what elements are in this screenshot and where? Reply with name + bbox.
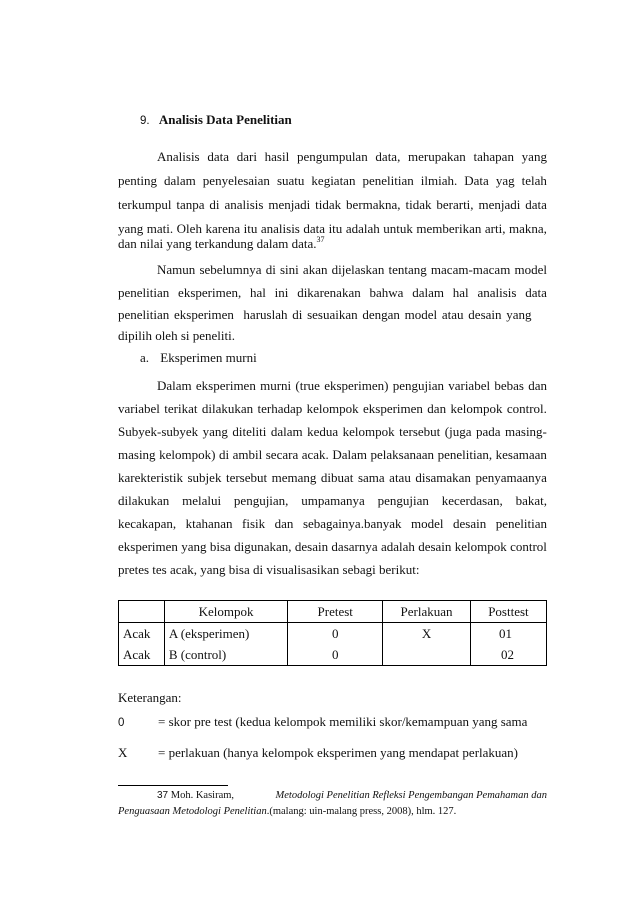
keterangan-item: [118, 745, 518, 761]
word: eksperimen: [363, 401, 423, 416]
word: dan: [274, 516, 294, 531]
word: data: [303, 221, 326, 236]
word: dalam: [164, 173, 196, 188]
word: pengujian,: [233, 493, 289, 508]
word: ambil: [232, 447, 263, 462]
word: dalam: [270, 424, 303, 439]
paragraph-line-last: [118, 236, 325, 252]
word: data: [525, 285, 547, 300]
word: eksperimen: [195, 378, 256, 393]
subsection-title: Eksperimen murni: [160, 350, 257, 365]
word: yang: [521, 149, 547, 164]
footnote-line-2: [118, 804, 456, 820]
section-title: Analisis Data Penelitian: [158, 112, 292, 127]
word: penelitian,: [437, 447, 493, 462]
word: hal: [452, 285, 469, 300]
word: pengujian: [377, 493, 429, 508]
word: yang: [118, 221, 144, 236]
word: eksperimen,: [178, 285, 242, 300]
paragraph-line: [118, 221, 547, 237]
word: data: [207, 149, 229, 164]
word: disamakan: [415, 470, 471, 485]
word: acak.: [301, 447, 329, 462]
paragraph-line: [118, 401, 547, 417]
section-number: 9.: [140, 115, 150, 127]
table-cell: B (control): [164, 644, 287, 666]
word: yang: [202, 424, 228, 439]
word: sama: [357, 470, 385, 485]
subsection-marker: a.: [140, 350, 150, 365]
word: yang: [181, 539, 207, 554]
word: dan: [427, 401, 447, 416]
word: mati.: [146, 221, 174, 236]
word: menjadi: [268, 197, 311, 212]
table-cell: 01: [470, 623, 546, 645]
footnote-author: Moh. Kasiram,: [170, 790, 235, 801]
word: dilakukan: [118, 493, 170, 508]
word: Subyek-subyek: [118, 424, 199, 439]
word: Oleh: [176, 221, 202, 236]
word: secara: [265, 447, 299, 462]
word: penyamaanya: [475, 470, 547, 485]
word: hal: [250, 285, 266, 300]
word: penelitian: [118, 285, 170, 300]
paragraph-line: [118, 470, 547, 486]
word: menjadi: [478, 197, 521, 212]
word: Analisis: [157, 149, 200, 164]
paragraph-line: [118, 197, 547, 213]
word: dijelaskan: [331, 262, 385, 277]
word: pelaksanaan: [370, 447, 435, 462]
word: sebagainya.banyak: [302, 516, 402, 531]
table-cell: 0: [288, 644, 383, 666]
table-header-cell: Posttest: [470, 601, 546, 623]
table-header-cell: Perlakuan: [383, 601, 471, 623]
word: merupakan: [408, 149, 466, 164]
word: kelompok: [306, 401, 359, 416]
word: Namun: [157, 262, 196, 277]
word: dan: [528, 378, 547, 393]
word: ktahanan: [185, 516, 233, 531]
word: tersebut: [399, 424, 441, 439]
footnote-title-part1: Metodologi Penelitian Refleksi Pengembangan Pemahaman dan: [275, 790, 547, 801]
word: macam-macam: [430, 262, 511, 277]
keterangan-text: = skor pre test (kedua kelompok memiliki skor/kemampuan yang sama: [158, 714, 528, 729]
word: Data: [464, 173, 489, 188]
word: kedua: [307, 424, 339, 439]
paragraph-line: [157, 378, 547, 394]
word: penyelesaian: [202, 173, 270, 188]
keterangan-item: [118, 714, 527, 731]
word: digunakan,: [234, 539, 292, 554]
word: berarti,: [436, 197, 474, 212]
word: dalam: [412, 285, 444, 300]
table-cell: 0: [288, 623, 383, 645]
word: bebas: [494, 378, 524, 393]
word: dibuat: [320, 470, 354, 485]
word: terikat: [164, 401, 198, 416]
section-heading: [140, 112, 292, 129]
word: di: [209, 197, 220, 212]
word: Dalam: [157, 378, 192, 393]
word: control.: [506, 401, 547, 416]
word: terhadap: [257, 401, 303, 416]
word: masing-: [505, 424, 547, 439]
word: makna,: [508, 221, 547, 236]
paragraph-line: [118, 424, 547, 440]
word: desain: [418, 539, 452, 554]
table-cell: A (eksperimen): [164, 623, 287, 645]
footnote-title-part2: Penguasaan Metodologi Penelitian: [118, 806, 267, 817]
word: eksperimen: [118, 539, 178, 554]
word: yag: [495, 173, 515, 188]
word: hasil: [264, 149, 290, 164]
table-header-cell: Pretest: [288, 601, 383, 623]
word: variabel: [448, 378, 491, 393]
word: kelompok): [159, 447, 216, 462]
word: kegiatan: [311, 173, 356, 188]
word: kesamaan: [495, 447, 547, 462]
word: arti,: [484, 221, 506, 236]
paragraph-line: [118, 285, 547, 301]
word: tahapan: [473, 149, 514, 164]
word: eksperimen): [324, 378, 389, 393]
word: kelompok: [342, 424, 395, 439]
word: dilakukan: [201, 401, 254, 416]
word: adalah: [380, 539, 415, 554]
word: dasarnya: [331, 539, 378, 554]
table-header-cell: Kelompok: [164, 601, 287, 623]
word: tidak: [315, 197, 342, 212]
paragraph-line: [118, 173, 547, 189]
word: tidak: [405, 197, 432, 212]
word: bahwa: [369, 285, 404, 300]
word: memang: [271, 470, 317, 485]
table-header-cell: [119, 601, 165, 623]
paragraph-line: [118, 539, 547, 555]
footnote-publication: .(malang: uin-malang press, 2008), hlm. 127.: [266, 806, 457, 817]
paragraph-line: [118, 493, 547, 509]
word: kelompok: [454, 539, 507, 554]
word: itu: [328, 221, 343, 236]
keterangan-symbol: X: [118, 745, 128, 760]
word: melalui: [182, 493, 222, 508]
word: pengujian: [392, 378, 444, 393]
word: bisa: [209, 539, 231, 554]
footnote-separator: [118, 785, 228, 786]
paragraph-line: [157, 262, 547, 278]
word: atau: [389, 470, 411, 485]
paragraph-line: pretes tes acak, yang bisa di visualisasikan sebagi berikut:: [118, 562, 420, 577]
word: ilmiah.: [420, 173, 458, 188]
word: kelompok: [450, 401, 503, 416]
word: karena: [205, 221, 241, 236]
word: dari: [236, 149, 257, 164]
word: masing: [118, 447, 156, 462]
word: bakat,: [515, 493, 547, 508]
word: fisik: [242, 516, 266, 531]
word: di: [218, 447, 230, 462]
paragraph-line: penelitian eksperimen haruslah di sesuaikan dengan model atau desain yang: [118, 307, 532, 322]
word: sini: [279, 262, 299, 277]
footnote-number: 37: [157, 790, 169, 801]
word: pengumpulan: [296, 149, 368, 164]
word: analisis: [260, 221, 300, 236]
word: desain: [294, 539, 329, 554]
word: dikarenakan: [297, 285, 361, 300]
word: itu: [243, 221, 258, 236]
paragraph-line: [118, 447, 547, 463]
word: suatu: [276, 173, 305, 188]
word: tentang: [388, 262, 427, 277]
word: model: [410, 516, 444, 531]
word: variabel: [118, 401, 160, 416]
word: kecakapan,: [118, 516, 177, 531]
word: tanpa: [176, 197, 205, 212]
word: (true: [295, 378, 320, 393]
word: penelitian: [495, 516, 547, 531]
word: kecerdasan,: [441, 493, 503, 508]
word: adalah: [345, 221, 380, 236]
paragraph-line-text: dan nilai yang terkandung dalam data.: [118, 236, 317, 251]
table-cell: [383, 644, 471, 666]
word: model: [514, 262, 547, 277]
word: penting: [118, 173, 157, 188]
word: akan: [302, 262, 328, 277]
keterangan-symbol: 0: [118, 717, 125, 729]
word: pada: [475, 424, 501, 439]
word: umpamanya: [301, 493, 365, 508]
word: penelitian: [362, 173, 414, 188]
word: control: [510, 539, 547, 554]
table-cell: Acak: [119, 644, 165, 666]
table-cell: 02: [470, 644, 546, 666]
word: di: [265, 262, 276, 277]
table-cell: X: [383, 623, 471, 645]
paragraph-line: [157, 149, 547, 165]
table-header-row: [119, 601, 547, 623]
keterangan-title: Keterangan:: [118, 690, 182, 705]
paragraph-line: [118, 516, 547, 532]
word: bermakna,: [346, 197, 401, 212]
word: untuk: [383, 221, 413, 236]
footnote-line-1: [157, 788, 547, 804]
word: (juga: [444, 424, 472, 439]
word: sebelumnya: [199, 262, 262, 277]
word: subjek: [187, 470, 222, 485]
word: diteliti: [232, 424, 267, 439]
word: telah: [521, 173, 547, 188]
word: desain: [452, 516, 487, 531]
table-row: [119, 644, 547, 666]
word: terkumpul: [118, 197, 172, 212]
word: analisis: [477, 285, 517, 300]
table-cell: Acak: [119, 623, 165, 645]
word: data,: [375, 149, 401, 164]
word: karekteristik: [118, 470, 183, 485]
word: ini: [274, 285, 289, 300]
word: tersebut: [225, 470, 268, 485]
word: analisis: [224, 197, 264, 212]
footnote-lead: [157, 788, 234, 804]
footnote-reference: 37: [316, 234, 325, 244]
word: memberikan: [416, 221, 482, 236]
word: Dalam: [332, 447, 367, 462]
word: murni: [260, 378, 292, 393]
paragraph-line: dipilih oleh si peneliti.: [118, 328, 235, 343]
word: data: [525, 197, 547, 212]
table-row: [119, 623, 547, 645]
design-table: [118, 600, 547, 666]
subsection-heading: [140, 350, 257, 366]
keterangan-text: = perlakuan (hanya kelompok eksperimen yang mendapat perlakuan): [158, 745, 519, 760]
